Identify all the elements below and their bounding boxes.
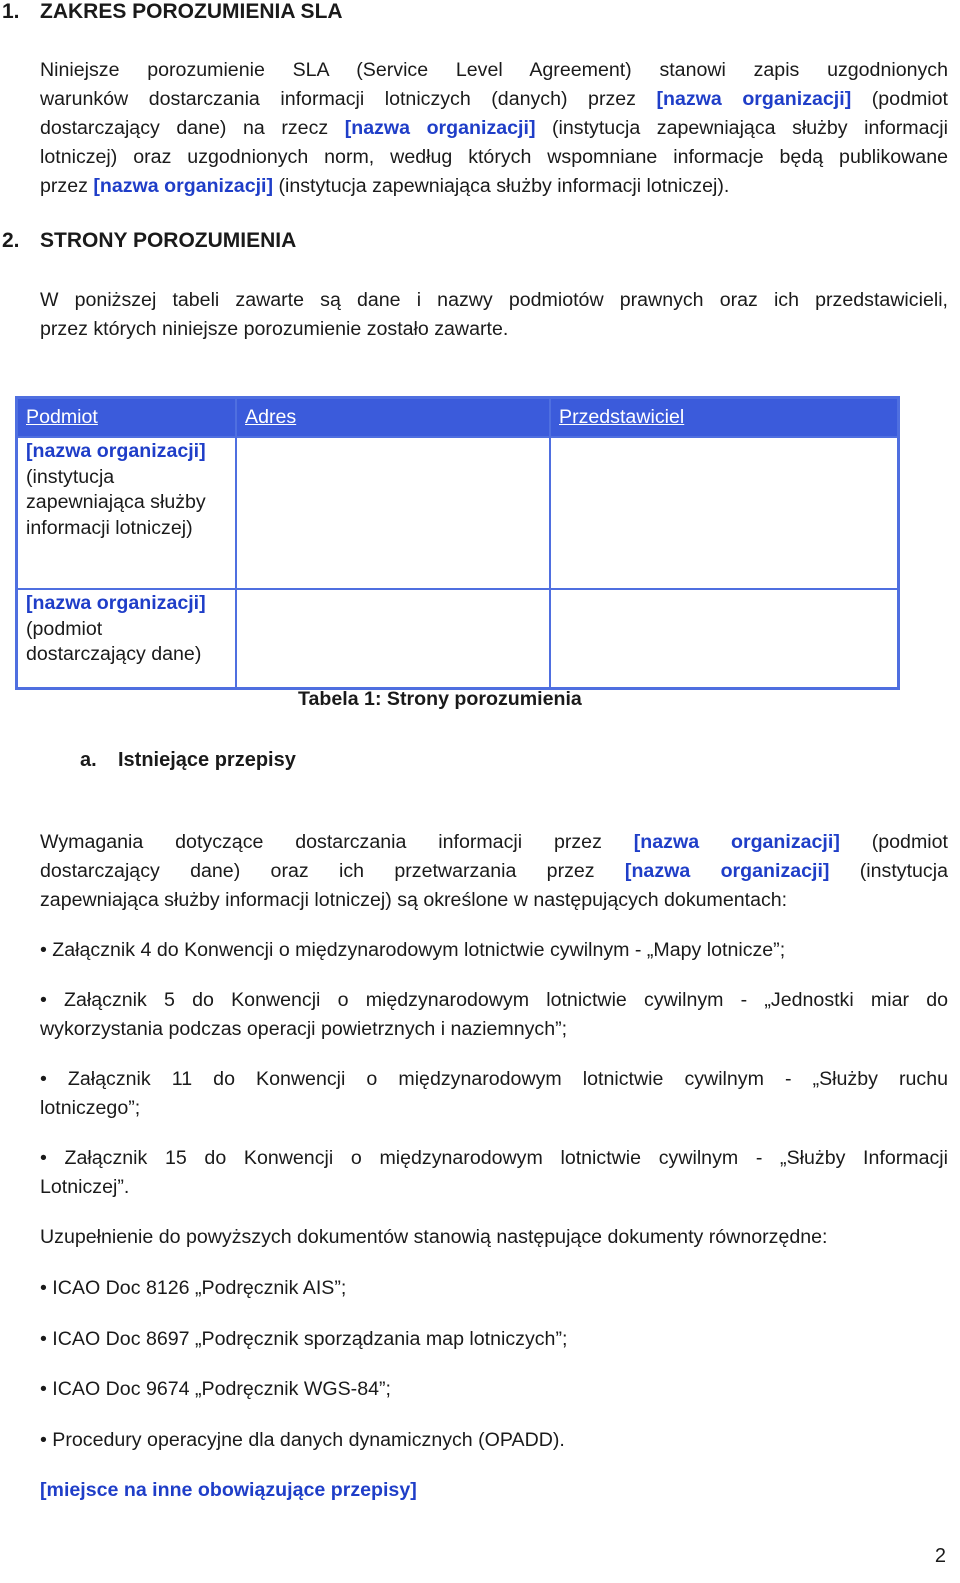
section-1-heading — [2, 0, 343, 24]
text-line: przez których niniejsze porozumienie zostało zawarte. — [40, 318, 509, 340]
organization-placeholder: [nazwa organizacji] — [26, 592, 206, 614]
text-line — [40, 114, 948, 143]
text-line: • Załącznik 5 do Konwencji o międzynarodowym lotnictwie cywilnym - „Jednostki miar do — [40, 989, 948, 1011]
text-run: (podmiot — [839, 831, 948, 853]
text-run: lotniczej) oraz uzgodnionych norm, według których wspomniane informacje będą publikowane — [40, 146, 948, 168]
section-2-heading — [2, 229, 296, 253]
other-regulations-placeholder: [miejsce na inne obowiązujące przepisy] — [40, 1479, 417, 1501]
text-run: dostarczający dane) na rzecz — [40, 117, 345, 139]
section-number: 1. — [2, 0, 20, 23]
text-line — [40, 85, 948, 114]
organization-placeholder: [nazwa organizacji] — [624, 860, 830, 882]
adres-cell — [236, 589, 550, 688]
annex-item — [40, 936, 948, 965]
doc-item: • ICAO Doc 9674 „Podręcznik WGS-84”; — [40, 1378, 391, 1400]
scope-paragraph — [40, 56, 948, 201]
table-row — [17, 589, 898, 688]
table-caption: Tabela 1: Strony porozumienia — [298, 688, 582, 710]
podmiot-cell — [17, 437, 236, 589]
organization-placeholder: [nazwa organizacji] — [93, 175, 274, 197]
text-line: Lotniczej”. — [40, 1176, 130, 1198]
annex-item — [40, 1065, 948, 1123]
parties-table — [15, 396, 900, 690]
text-line — [40, 172, 948, 201]
column-header-przedstawiciel: Przedstawiciel — [550, 398, 898, 437]
column-header-adres: Adres — [236, 398, 550, 437]
text-line — [40, 828, 948, 857]
text-line: W poniższej tabeli zawarte są dane i nazwy podmiotów prawnych oraz ich przedstawicieli, — [40, 289, 948, 311]
page-number: 2 — [934, 1545, 946, 1567]
organization-placeholder: [nazwa organizacji] — [344, 117, 536, 139]
text-line: • Załącznik 11 do Konwencji o międzynarodowym lotnictwie cywilnym - „Służby ruchu — [40, 1068, 948, 1090]
text-run: Wymagania dotyczące dostarczania informacji przez — [40, 831, 634, 853]
annex-item — [40, 986, 948, 1044]
organization-placeholder: [nazwa organizacji] — [633, 831, 840, 853]
subsection-title: Istniejące przepisy — [118, 749, 296, 771]
organization-placeholder: [nazwa organizacji] — [656, 88, 852, 110]
organization-role: (podmiot dostarczający dane) — [26, 617, 202, 665]
text-line: • Załącznik 4 do Konwencji o międzynarodowym lotnictwie cywilnym - „Mapy lotnicze”; — [40, 939, 786, 961]
text-line — [40, 143, 948, 172]
subsection-label: a. — [80, 749, 97, 771]
text-run: Niniejsze porozumienie SLA (Service Level Agreement) stanowi zapis uzgodnionych — [40, 59, 948, 81]
text-line: lotniczego”; — [40, 1097, 141, 1119]
table-header-row — [17, 398, 898, 437]
text-run: (instytucja — [829, 860, 948, 882]
text-run: (instytucja zapewniająca służby informacji lotniczej). — [273, 175, 730, 197]
column-header-podmiot: Podmiot — [17, 398, 236, 437]
table-row — [17, 437, 898, 589]
text-run: (podmiot — [851, 88, 948, 110]
section-number: 2. — [2, 229, 20, 252]
section-title: STRONY POROZUMIENIA — [40, 229, 297, 252]
doc-item: • ICAO Doc 8697 „Podręcznik sporządzania map lotniczych”; — [40, 1328, 568, 1350]
text-run: (instytucja zapewniająca służby informacji — [535, 117, 948, 139]
text-line: wykorzystania podczas operacji powietrznych i naziemnych”; — [40, 1018, 568, 1040]
annex-item — [40, 1144, 948, 1202]
supplement-intro: Uzupełnienie do powyższych dokumentów stanowią następujące dokumenty równorzędne: — [40, 1226, 828, 1248]
subsection-heading — [80, 749, 296, 772]
text-line — [40, 857, 948, 886]
parties-intro-paragraph — [40, 286, 948, 344]
text-line — [40, 886, 948, 915]
text-run: dostarczający dane) oraz ich przetwarzania przez — [40, 860, 625, 882]
text-run: przez — [40, 175, 94, 197]
podmiot-cell — [17, 589, 236, 688]
doc-item: • ICAO Doc 8126 „Podręcznik AIS”; — [40, 1277, 347, 1299]
text-line — [40, 56, 948, 85]
text-line: • Załącznik 15 do Konwencji o międzynarodowym lotnictwie cywilnym - „Służby Informacji — [40, 1147, 948, 1169]
organization-role: (instytucja zapewniająca służby informacji lotniczej) — [26, 465, 206, 539]
doc-item: • Procedury operacyjne dla danych dynamicznych (OPADD). — [40, 1429, 565, 1451]
text-run: warunków dostarczania informacji lotniczych (danych) przez — [40, 88, 657, 110]
section-title: ZAKRES POROZUMIENIA SLA — [40, 0, 343, 23]
przedstawiciel-cell — [550, 437, 898, 589]
przedstawiciel-cell — [550, 589, 898, 688]
text-run: zapewniająca służby informacji lotniczej) są określone w następujących dokumentach: — [40, 889, 788, 911]
requirements-paragraph — [40, 828, 948, 915]
adres-cell — [236, 437, 550, 589]
organization-placeholder: [nazwa organizacji] — [26, 440, 206, 462]
